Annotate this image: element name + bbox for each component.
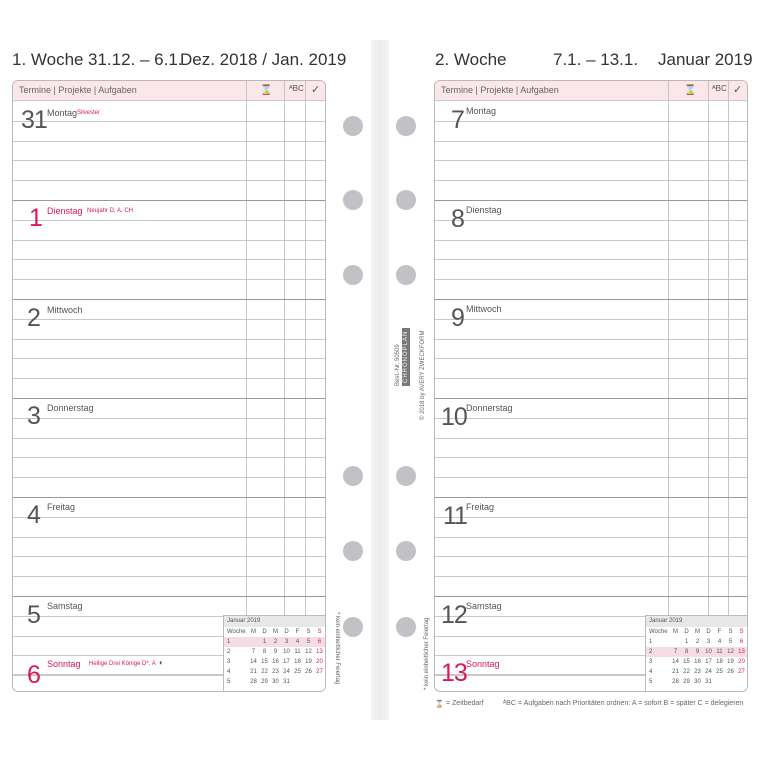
day-number: 1: [29, 204, 42, 232]
mini-calendar-row: [646, 667, 748, 677]
week-number-cell: 1: [227, 639, 231, 645]
day-name: Freitag: [47, 502, 76, 512]
day-name: Donnerstag: [466, 403, 513, 413]
day-cell: 12: [727, 649, 734, 655]
day-cell: 29: [261, 679, 268, 685]
copyright-note: © 2018 by AVERY ZWECKFORM: [420, 330, 426, 420]
day-separator: [13, 596, 325, 597]
mini-calendar-row: [224, 667, 326, 677]
day-cell: 22: [261, 669, 268, 675]
day-name: Samstag: [466, 601, 502, 611]
legend-hourglass-icon: ⌛: [435, 701, 444, 708]
day-cell: S: [317, 629, 322, 635]
day-cell: 17: [705, 659, 712, 665]
day-cell: D: [706, 629, 711, 635]
binder-hole: [396, 541, 416, 561]
mini-calendar-row: [224, 657, 326, 667]
ruled-line: [435, 240, 747, 241]
ruled-line: [13, 220, 325, 221]
day-name: Dienstag: [466, 205, 502, 215]
day-cell: 26: [305, 669, 312, 675]
ruled-line: [435, 457, 747, 458]
day-number: 13: [441, 659, 467, 687]
day-cell: 9: [695, 649, 700, 655]
ruled-line: [13, 477, 325, 478]
day-cell: 10: [283, 649, 290, 655]
day-cell: 6: [317, 639, 322, 645]
week-number-cell: 5: [649, 679, 653, 685]
ruled-line: [435, 121, 747, 122]
day-separator: [13, 497, 325, 498]
day-number: 9: [451, 304, 464, 332]
ruled-line: [435, 655, 645, 656]
left-col-divider-2: [284, 81, 285, 691]
day-cell: [725, 677, 736, 687]
holiday-label: Silvester: [77, 110, 101, 116]
day-number: 11: [443, 502, 467, 530]
binder-hole: [343, 541, 363, 561]
week-number-cell: 1: [649, 639, 653, 645]
ruled-line: [13, 358, 325, 359]
day-cell: 28: [250, 679, 257, 685]
ruled-line: [13, 616, 223, 617]
ruled-line: [435, 279, 747, 280]
ruled-line: [435, 319, 747, 320]
day-cell: 19: [727, 659, 734, 665]
right-planner-frame: [434, 80, 748, 692]
mini-calendar-title: Januar 2019: [646, 616, 748, 627]
day-cell: 4: [295, 639, 300, 645]
day-cell: F: [295, 629, 300, 635]
day-cell: 16: [694, 659, 701, 665]
binding-spine: [371, 40, 389, 720]
ruled-line: [13, 378, 325, 379]
day-cell: S: [306, 629, 311, 635]
mini-calendar-row: [646, 637, 748, 647]
day-cell: 26: [727, 669, 734, 675]
binder-hole: [396, 466, 416, 486]
left-header-label: Termine | Projekte | Aufgaben: [19, 85, 137, 95]
day-cell: 2: [273, 639, 278, 645]
day-cell: 4: [717, 639, 722, 645]
day-cell: 8: [684, 649, 689, 655]
mini-calendar-row: [646, 657, 748, 667]
brand-label: CHRONOPLAN: [402, 328, 410, 386]
holiday-label: Neujahr D, A, CH: [87, 208, 134, 214]
check-icon: ✓: [311, 84, 321, 96]
binder-hole: [396, 116, 416, 136]
ruled-line: [435, 378, 747, 379]
day-cell: 14: [250, 659, 257, 665]
day-separator: [13, 200, 325, 201]
day-cell: 23: [272, 669, 279, 675]
week-number-cell: 3: [649, 659, 653, 665]
ruled-line: [13, 141, 325, 142]
day-name: Montag: [466, 106, 497, 116]
day-cell: 23: [694, 669, 701, 675]
day-separator: [13, 398, 325, 399]
ruled-line: [435, 160, 747, 161]
ruled-line: [435, 339, 747, 340]
day-cell: M: [673, 629, 678, 635]
day-number: 2: [27, 304, 40, 332]
binder-hole: [396, 190, 416, 210]
day-cell: [314, 677, 325, 687]
abc-priority-icon: ᴬBC: [712, 84, 727, 93]
week-number-cell: 2: [649, 649, 653, 655]
mini-calendar-row: [646, 647, 748, 657]
day-separator: [435, 299, 747, 300]
left-week-label: 1. Woche: [12, 50, 84, 69]
binder-hole: [396, 265, 416, 285]
day-cell: D: [684, 629, 689, 635]
day-cell: 11: [716, 649, 723, 655]
ruled-line: [13, 240, 325, 241]
left-side-note: * kein einheitlicher Feiertag: [334, 612, 340, 685]
left-date-range: 31.12. – 6.1.: [88, 50, 183, 69]
day-cell: 25: [294, 669, 301, 675]
day-cell: S: [739, 629, 744, 635]
week-number-cell: Woche: [649, 629, 668, 635]
day-cell: 7: [673, 649, 678, 655]
day-cell: 3: [284, 639, 289, 645]
day-cell: [248, 637, 259, 647]
day-cell: 13: [316, 649, 323, 655]
day-cell: 20: [316, 659, 323, 665]
day-cell: [714, 677, 725, 687]
day-cell: [292, 677, 303, 687]
left-header-bar: [13, 81, 325, 101]
day-cell: 24: [705, 669, 712, 675]
day-cell: 7: [251, 649, 256, 655]
ruled-line: [435, 141, 747, 142]
week-number-cell: 4: [227, 669, 231, 675]
week-number-cell: Woche: [227, 629, 246, 635]
day-cell: 29: [683, 679, 690, 685]
day-cell: 31: [283, 679, 290, 685]
ruled-line: [435, 556, 747, 557]
day-cell: S: [728, 629, 733, 635]
mini-calendar-title: Januar 2019: [224, 616, 326, 627]
day-cell: 20: [738, 659, 745, 665]
day-cell: D: [262, 629, 267, 635]
right-header-label: Termine | Projekte | Aufgaben: [441, 85, 559, 95]
day-cell: 31: [705, 679, 712, 685]
day-cell: 30: [272, 679, 279, 685]
ruled-line: [435, 517, 747, 518]
ruled-line: [435, 576, 747, 577]
day-number: 10: [441, 403, 467, 431]
ruled-line: [13, 655, 223, 656]
ruled-line: [435, 537, 747, 538]
right-month-label: Januar 2019: [658, 50, 753, 69]
day-separator: [435, 398, 747, 399]
day-cell: 30: [694, 679, 701, 685]
ruled-line: [13, 121, 325, 122]
ruled-line: [435, 180, 747, 181]
ruled-line: [435, 259, 747, 260]
right-side-note: * kein einheitlicher Feiertag: [424, 617, 430, 690]
left-col-divider-1: [246, 81, 247, 691]
legend-prioritaeten: = Aufgaben nach Prioritäten ordnen: A = sofort B = später C = delegieren: [518, 700, 744, 707]
holiday-label: Heilige Drei Könige D*, A: [89, 661, 156, 667]
ruled-line: [13, 319, 325, 320]
week-number-cell: 4: [649, 669, 653, 675]
abc-priority-icon: ᴬBC: [289, 84, 304, 93]
ruled-line: [13, 180, 325, 181]
day-cell: 2: [695, 639, 700, 645]
ruled-line: [435, 418, 747, 419]
day-separator: [13, 299, 325, 300]
day-cell: 18: [294, 659, 301, 665]
day-cell: 22: [683, 669, 690, 675]
day-name: Sonntag: [47, 659, 81, 669]
hourglass-icon: ⌛: [684, 85, 697, 96]
day-cell: 14: [672, 659, 679, 665]
day-cell: 18: [716, 659, 723, 665]
day-cell: 16: [272, 659, 279, 665]
day-cell: 5: [728, 639, 733, 645]
mini-calendar-row: [646, 677, 748, 687]
hourglass-icon: ⌛: [260, 85, 273, 96]
day-cell: 5: [306, 639, 311, 645]
day-cell: 21: [672, 669, 679, 675]
day-name: Mittwoch: [47, 305, 83, 315]
ruled-line: [13, 576, 325, 577]
ruled-line: [435, 358, 747, 359]
day-cell: 17: [283, 659, 290, 665]
right-col-divider-1: [668, 81, 669, 691]
day-separator: [435, 200, 747, 201]
day-cell: 24: [283, 669, 290, 675]
right-week-label: 2. Woche: [435, 50, 507, 69]
day-name: Freitag: [466, 502, 495, 512]
day-number: 4: [27, 501, 40, 529]
ruled-line: [13, 674, 223, 675]
left-col-divider-3: [305, 81, 306, 691]
binder-hole: [343, 265, 363, 285]
day-number: 31: [21, 106, 47, 134]
day-cell: 27: [316, 669, 323, 675]
day-cell: 1: [684, 639, 689, 645]
mini-calendar-header: [224, 627, 326, 637]
ruled-line: [435, 477, 747, 478]
day-cell: 11: [294, 649, 301, 655]
ruled-line: [13, 537, 325, 538]
day-cell: [303, 677, 314, 687]
binder-hole: [396, 617, 416, 637]
right-col-divider-3: [728, 81, 729, 691]
day-name: Mittwoch: [466, 304, 502, 314]
day-name: Donnerstag: [47, 403, 94, 413]
day-cell: [670, 637, 681, 647]
day-number: 3: [27, 402, 40, 430]
day-cell: 15: [683, 659, 690, 665]
day-cell: 8: [262, 649, 267, 655]
day-cell: 13: [738, 649, 745, 655]
moon-phase-icon: ◐: [159, 658, 164, 667]
ruled-line: [435, 636, 645, 637]
ruled-line: [13, 259, 325, 260]
right-date-range: 7.1. – 13.1.: [553, 50, 639, 69]
day-cell: 1: [262, 639, 267, 645]
ruled-line: [13, 160, 325, 161]
legend-zeitbedarf: = Zeitbedarf: [446, 700, 484, 707]
day-separator: [435, 596, 747, 597]
binder-hole: [343, 466, 363, 486]
day-cell: M: [695, 629, 700, 635]
binder-hole: [343, 190, 363, 210]
ruled-line: [13, 438, 325, 439]
ruled-line: [13, 517, 325, 518]
left-planner-frame: [12, 80, 326, 692]
day-cell: 9: [273, 649, 278, 655]
ruled-line: [13, 556, 325, 557]
day-cell: M: [273, 629, 278, 635]
day-number: 8: [451, 205, 464, 233]
day-cell: D: [284, 629, 289, 635]
mini-calendar-row: [224, 647, 326, 657]
day-name: Montag: [47, 108, 78, 118]
right-col-divider-2: [708, 81, 709, 691]
ruled-line: [13, 339, 325, 340]
day-cell: M: [251, 629, 256, 635]
check-icon: ✓: [733, 84, 743, 96]
day-cell: 27: [738, 669, 745, 675]
binder-hole: [343, 617, 363, 637]
day-cell: 25: [716, 669, 723, 675]
left-month-label: Dez. 2018 / Jan. 2019: [180, 50, 347, 69]
day-name: Sonntag: [466, 659, 500, 669]
ruled-line: [13, 418, 325, 419]
ruled-line: [435, 220, 747, 221]
ruled-line: [13, 279, 325, 280]
day-cell: 28: [672, 679, 679, 685]
ruled-line: [13, 675, 223, 676]
day-cell: 3: [706, 639, 711, 645]
day-cell: 12: [305, 649, 312, 655]
day-cell: 21: [250, 669, 257, 675]
mini-calendar: [645, 615, 748, 691]
order-number: Best.-Nr. 50509: [395, 344, 401, 386]
ruled-line: [13, 457, 325, 458]
day-cell: 19: [305, 659, 312, 665]
day-cell: [736, 677, 747, 687]
legend-abc-icon: ᴬBC: [503, 700, 516, 707]
day-number: 7: [451, 106, 464, 134]
day-cell: 10: [705, 649, 712, 655]
week-number-cell: 3: [227, 659, 231, 665]
day-number: 5: [27, 601, 40, 629]
mini-calendar: [223, 615, 326, 691]
day-cell: F: [717, 629, 722, 635]
week-number-cell: 5: [227, 679, 231, 685]
day-name: Dienstag: [47, 206, 83, 216]
day-separator: [435, 497, 747, 498]
day-number: 6: [27, 661, 40, 689]
mini-calendar-header: [646, 627, 748, 637]
mini-calendar-row: [224, 677, 326, 687]
ruled-line: [435, 438, 747, 439]
ruled-line: [13, 636, 223, 637]
binder-hole: [343, 116, 363, 136]
day-name: Samstag: [47, 601, 83, 611]
day-number: 12: [441, 601, 467, 629]
week-number-cell: 2: [227, 649, 231, 655]
day-cell: 6: [739, 639, 744, 645]
mini-calendar-row: [224, 637, 326, 647]
day-cell: 15: [261, 659, 268, 665]
right-header-bar: [435, 81, 747, 101]
